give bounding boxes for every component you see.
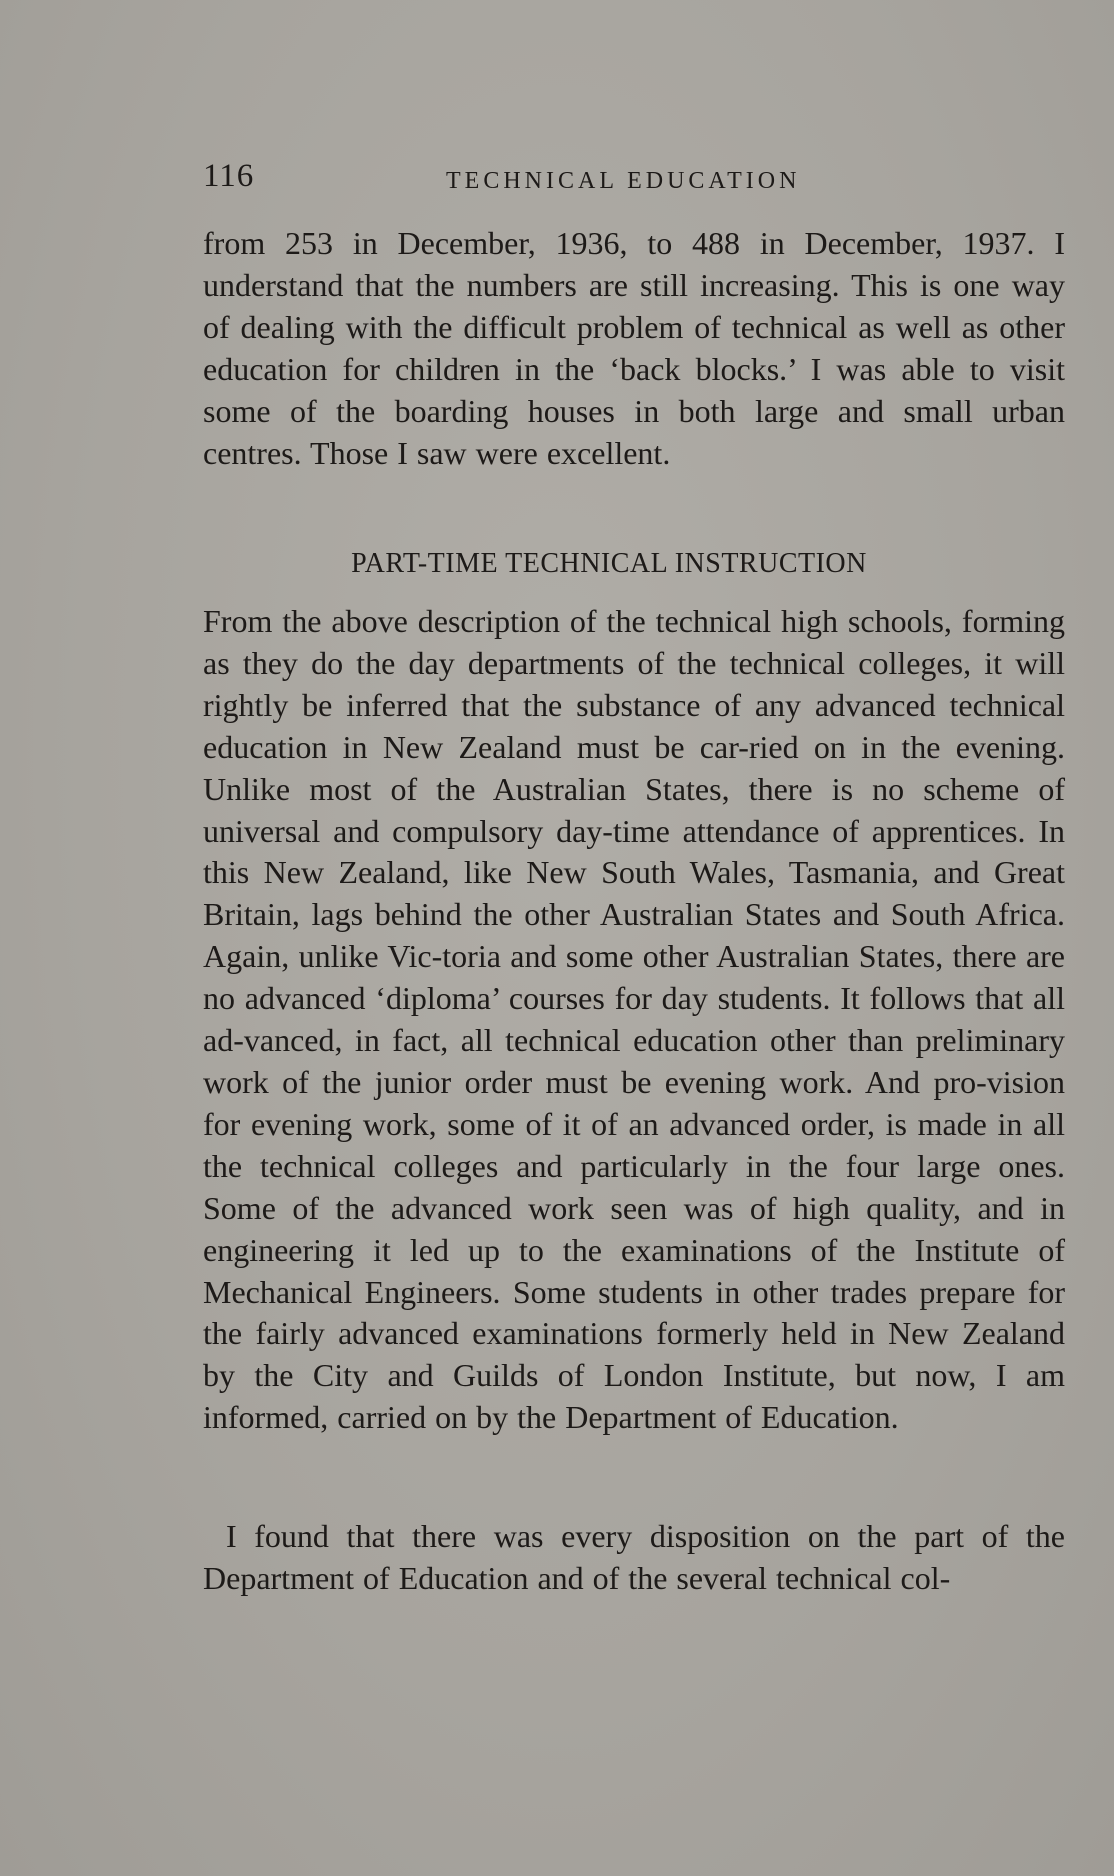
paragraph-boarding-houses: from 253 in December, 1936, to 488 in December, 1937. I understand that the numbers are still increasing. This is one way of dealing with the difficult problem of technical as well as other education for children in the ‘back blocks.’ I was able to visit some of the boarding houses in both large and small urban centres. Those I saw were excellent. <box>203 225 1065 471</box>
paragraph-part-time-instruction: From the above description of the technical high schools, forming as they do the day departments of the technical colleges, it will rightly be inferred that the substance of any advanced technical education in New Zealand must be car-ried on in the evening. Unlike most of the Australian States, there is no scheme of universal and compulsory day-time attendance of apprentices. In this New Zealand, like New South Wales, Tasmania, and Great Britain, lags behind the other Australian States and South Africa. Again, unlike Vic-toria and some other Australian States, there are no advanced ‘diploma’ courses for day students. It follows that all ad-vanced, in fact, all technical education other than preliminary work of the junior order must be evening work. And pro-vision for evening work, some of it of an advanced order, is made in all the technical colleges and particularly in the four large ones. Some of the advanced work seen was of high quality, and in engineering it led up to the examinations of the Institute of Mechanical Engineers. Some students in other trades prepare for the fairly advanced examinations formerly held in New Zealand by the City and Guilds of London Institute, but now, I am informed, carried on by the Department of Education. <box>203 603 1065 1436</box>
page-number: 116 <box>203 158 255 194</box>
running-title: TECHNICAL EDUCATION <box>446 168 801 194</box>
section-heading: PART-TIME TECHNICAL INSTRUCTION <box>351 548 867 579</box>
paragraph-disposition <box>203 1516 1065 1600</box>
paragraph-disposition-text: I found that there was every disposition on the part of the Department of Education and of the several technical col- <box>203 1518 1065 1596</box>
running-head <box>203 158 1065 198</box>
